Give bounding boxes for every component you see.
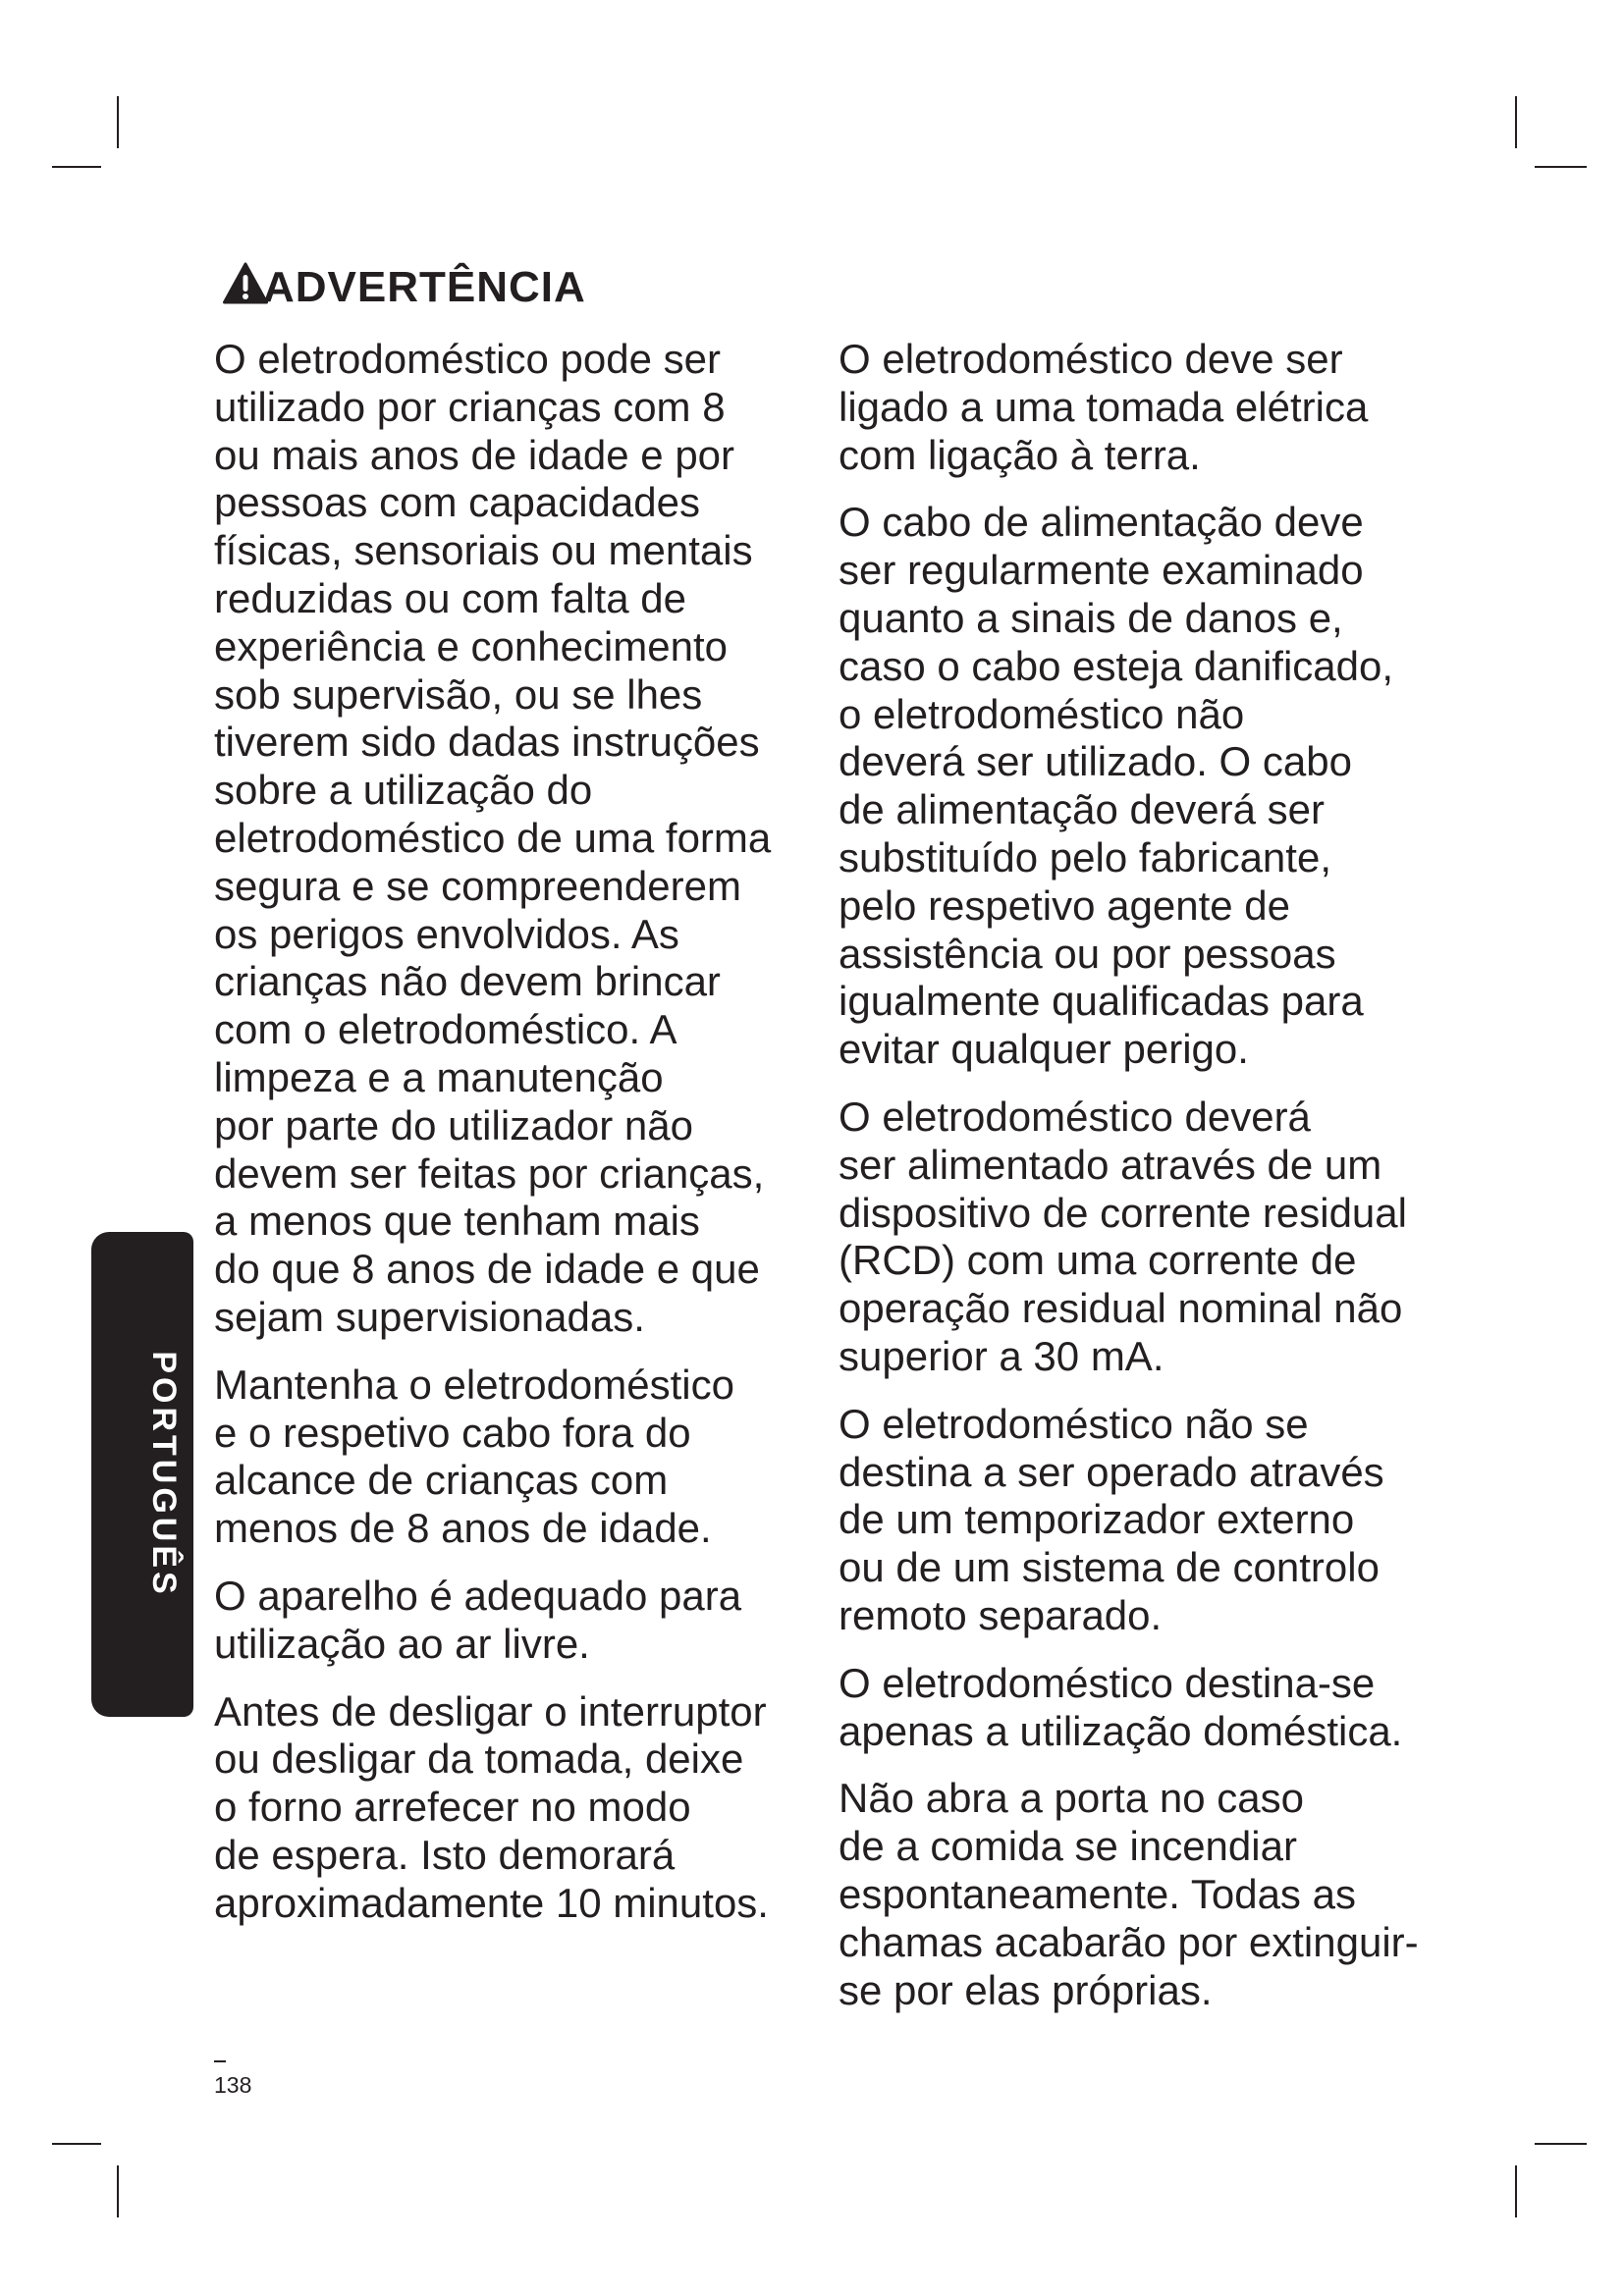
paragraph-line: deverá ser utilizado. O cabo (839, 738, 1352, 785)
paragraph-line: ligado a uma tomada elétrica (839, 383, 1369, 430)
paragraph-line: superior a 30 mA. (839, 1332, 1164, 1379)
paragraph-line: caso o cabo esteja danificado, (839, 642, 1394, 689)
crop-mark-bottom-left-horizontal (52, 2143, 101, 2145)
paragraph-line: O eletrodoméstico pode ser (214, 336, 721, 382)
paragraph-line: físicas, sensoriais ou mentais (214, 527, 753, 574)
paragraph-line: tiverem sido dadas instruções (214, 719, 760, 766)
paragraph-line: devem ser feitas por crianças, (214, 1149, 765, 1197)
paragraph-line: Mantenha o eletrodoméstico (214, 1361, 734, 1408)
paragraph-line: pelo respetivo agente de (839, 881, 1291, 929)
paragraph-power-cable (839, 499, 1428, 1074)
warning-triangle-icon (222, 261, 269, 305)
paragraph-line: alcance de crianças com (214, 1457, 669, 1504)
paragraph-line: aproximadamente 10 minutos. (214, 1879, 769, 1926)
paragraph-household-use (839, 1660, 1428, 1756)
paragraph-line: espontaneamente. Todas as (839, 1870, 1356, 1917)
crop-mark-top-right-vertical (1515, 96, 1517, 148)
paragraph-line: se por elas próprias. (839, 1966, 1213, 2013)
paragraph-line: (RCD) com uma corrente de (839, 1237, 1357, 1284)
paragraph-line: o eletrodoméstico não (839, 690, 1245, 737)
paragraph-line: ou de um sistema de controlo (839, 1544, 1380, 1591)
paragraph-line: crianças não devem brincar (214, 958, 721, 1005)
heading-title: ADVERTÊNCIA (263, 263, 586, 311)
paragraph-line: de a comida se incendiar (839, 1823, 1297, 1870)
paragraph-line: sobre a utilização do (214, 767, 593, 814)
crop-mark-bottom-right-horizontal (1535, 2143, 1587, 2145)
language-side-tab (91, 1232, 193, 1717)
page-number: 138 (214, 2072, 252, 2098)
paragraph-line: os perigos envolvidos. As (214, 910, 679, 957)
paragraph-line: assistência ou por pessoas (839, 930, 1336, 977)
paragraph-line: Antes de desligar o interruptor (214, 1687, 767, 1735)
paragraph-line: sejam supervisionadas. (214, 1293, 645, 1340)
paragraph-line: igualmente qualificadas para (839, 978, 1364, 1025)
crop-mark-top-right-horizontal (1535, 166, 1587, 168)
paragraph-earthed-socket (839, 336, 1428, 479)
paragraph-cool-down (214, 1688, 793, 1928)
paragraph-line: O eletrodoméstico deve ser (839, 336, 1343, 382)
paragraph-line: de alimentação deverá ser (839, 786, 1325, 833)
warning-heading (222, 261, 634, 311)
paragraph-outdoor-use (214, 1573, 793, 1669)
paragraph-fire-door (839, 1775, 1428, 2014)
paragraph-line: O eletrodoméstico não se (839, 1400, 1309, 1447)
crop-mark-bottom-right-vertical (1515, 2165, 1517, 2217)
paragraph-line: reduzidas ou com falta de (214, 574, 686, 621)
paragraph-line: remoto separado. (839, 1591, 1163, 1638)
paragraph-line: Não abra a porta no caso (839, 1775, 1304, 1822)
paragraph-line: com ligação à terra. (839, 431, 1201, 478)
paragraph-line: ou mais anos de idade e por (214, 431, 735, 478)
paragraph-line: O eletrodoméstico deverá (839, 1093, 1311, 1140)
paragraph-line: por parte do utilizador não (214, 1101, 693, 1148)
paragraph-line: utilizado por crianças com 8 (214, 383, 726, 430)
paragraph-external-timer (839, 1401, 1428, 1640)
paragraph-children-supervision (214, 336, 793, 1342)
paragraph-line: quanto a sinais de danos e, (839, 594, 1343, 641)
paragraph-line: ou desligar da tomada, deixe (214, 1735, 744, 1783)
left-column (214, 336, 793, 1948)
paragraph-keep-away-from-children (214, 1362, 793, 1553)
paragraph-rcd (839, 1094, 1428, 1381)
paragraph-line: do que 8 anos de idade e que (214, 1246, 760, 1293)
paragraph-line: de um temporizador externo (839, 1496, 1355, 1543)
paragraph-line: O eletrodoméstico destina-se (839, 1659, 1376, 1706)
paragraph-line: utilização ao ar livre. (214, 1620, 590, 1667)
paragraph-line: evitar qualquer perigo. (839, 1026, 1249, 1073)
paragraph-line: limpeza e a manutenção (214, 1053, 664, 1100)
paragraph-line: dispositivo de corrente residual (839, 1189, 1407, 1236)
paragraph-line: eletrodoméstico de uma forma (214, 814, 772, 861)
paragraph-line: e o respetivo cabo fora do (214, 1409, 691, 1456)
paragraph-line: O aparelho é adequado para (214, 1572, 742, 1619)
paragraph-line: ser regularmente examinado (839, 547, 1364, 594)
paragraph-line: com o eletrodoméstico. A (214, 1006, 677, 1053)
paragraph-line: menos de 8 anos de idade. (214, 1505, 712, 1552)
paragraph-line: pessoas com capacidades (214, 479, 700, 526)
right-column (839, 336, 1428, 2034)
paragraph-line: a menos que tenham mais (214, 1198, 700, 1245)
paragraph-line: destina a ser operado através (839, 1448, 1384, 1495)
paragraph-line: chamas acabarão por extinguir- (839, 1918, 1419, 1965)
paragraph-line: operação residual nominal não (839, 1285, 1403, 1332)
paragraph-line: O cabo de alimentação deve (839, 499, 1364, 546)
page-number-rule (214, 2060, 226, 2062)
crop-mark-bottom-left-vertical (117, 2165, 119, 2217)
paragraph-line: segura e se compreenderem (214, 862, 741, 909)
paragraph-line: o forno arrefecer no modo (214, 1784, 691, 1831)
paragraph-line: experiência e conhecimento (214, 622, 728, 669)
paragraph-line: substituído pelo fabricante, (839, 833, 1331, 881)
crop-mark-top-left-horizontal (52, 166, 101, 168)
paragraph-line: ser alimentado através de um (839, 1141, 1382, 1188)
paragraph-line: sob supervisão, ou se lhes (214, 670, 703, 718)
paragraph-line: de espera. Isto demorará (214, 1831, 676, 1878)
paragraph-line: apenas a utilização doméstica. (839, 1707, 1403, 1754)
language-tab-label: PORTUGUÊS (145, 1351, 183, 1598)
crop-mark-top-left-vertical (117, 96, 119, 148)
